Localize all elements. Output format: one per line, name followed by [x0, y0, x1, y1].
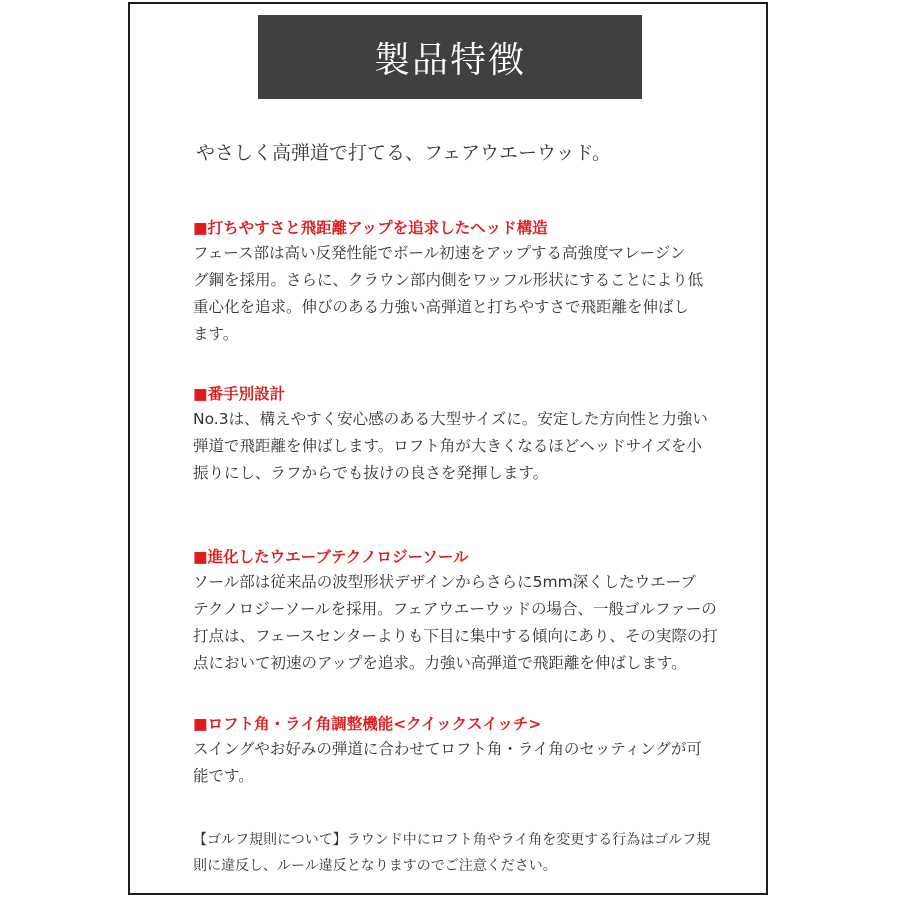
body-line: グ鋼を採用。さらに、クラウン部内側をワッフル形状にすることにより低 [193, 271, 704, 289]
section-heading [193, 216, 753, 240]
golf-rules-note [193, 827, 753, 879]
feature-section-club-design [193, 382, 753, 487]
section-heading [193, 712, 753, 736]
section-heading [193, 382, 753, 406]
body-line: 振りにし、ラフからでも抜けの良さを発揮します。 [193, 464, 549, 482]
body-line: 打点は、フェースセンターよりも下目に集中する傾向にあり、その実際の打 [193, 627, 718, 645]
section-heading-text: ロフト角・ライ角調整機能<クイックスイッチ> [207, 715, 542, 733]
body-line: 点において初速のアップを追求。力強い高弾道で飛距離を伸ばします。 [193, 654, 687, 672]
page-title: 製品特徴 [258, 15, 642, 99]
body-line: 重心化を追求。伸びのある力強い高弾道と打ちやすさで飛距離を伸ばし [193, 298, 690, 316]
feature-section-quick-switch [193, 712, 753, 790]
section-heading-text: 進化したウエーブテクノロジーソール [207, 548, 469, 566]
section-body [193, 240, 753, 348]
feature-section-head-structure [193, 216, 753, 348]
note-line: 【ゴルフ規則について】ラウンド中にロフト角やライ角を変更する行為はゴルフ規 [193, 832, 711, 848]
body-line: フェース部は高い反発性能でボール初速をアップする高強度マレージン [193, 244, 686, 262]
section-body [193, 736, 753, 790]
section-body [193, 569, 753, 677]
square-bullet-icon: ■ [193, 219, 208, 237]
body-line: 弾道で飛距離を伸ばします。ロフト角が大きくなるほどヘッドサイズを小 [193, 437, 703, 455]
lead-text: やさしく高弾道で打てる、フェアウエーウッド。 [196, 142, 611, 164]
section-heading-text: 打ちやすさと飛距離アップを追求したヘッド構造 [207, 219, 548, 237]
body-line: スイングやお好みの弾道に合わせてロフト角・ライ角のセッティングが可 [193, 740, 702, 758]
square-bullet-icon: ■ [193, 548, 208, 566]
body-line: テクノロジーソールを採用。フェアウエーウッドの場合、一般ゴルファーの [193, 600, 717, 618]
body-line: No.3は、構えやすく安心感のある大型サイズに。安定した方向性と力強い [193, 410, 708, 428]
note-line: 則に違反し、ルール違反となりますのでご注意ください。 [193, 858, 557, 874]
section-heading [193, 545, 753, 569]
section-body [193, 406, 753, 487]
body-line: 能です。 [193, 767, 254, 785]
square-bullet-icon: ■ [193, 385, 208, 403]
square-bullet-icon: ■ [193, 715, 208, 733]
section-heading-text: 番手別設計 [207, 385, 286, 403]
body-line: ます。 [193, 325, 239, 343]
body-line: ソール部は従来品の波型形状デザインからさらに5mm深くしたウエーブ [193, 573, 696, 591]
feature-section-wave-sole [193, 545, 753, 677]
